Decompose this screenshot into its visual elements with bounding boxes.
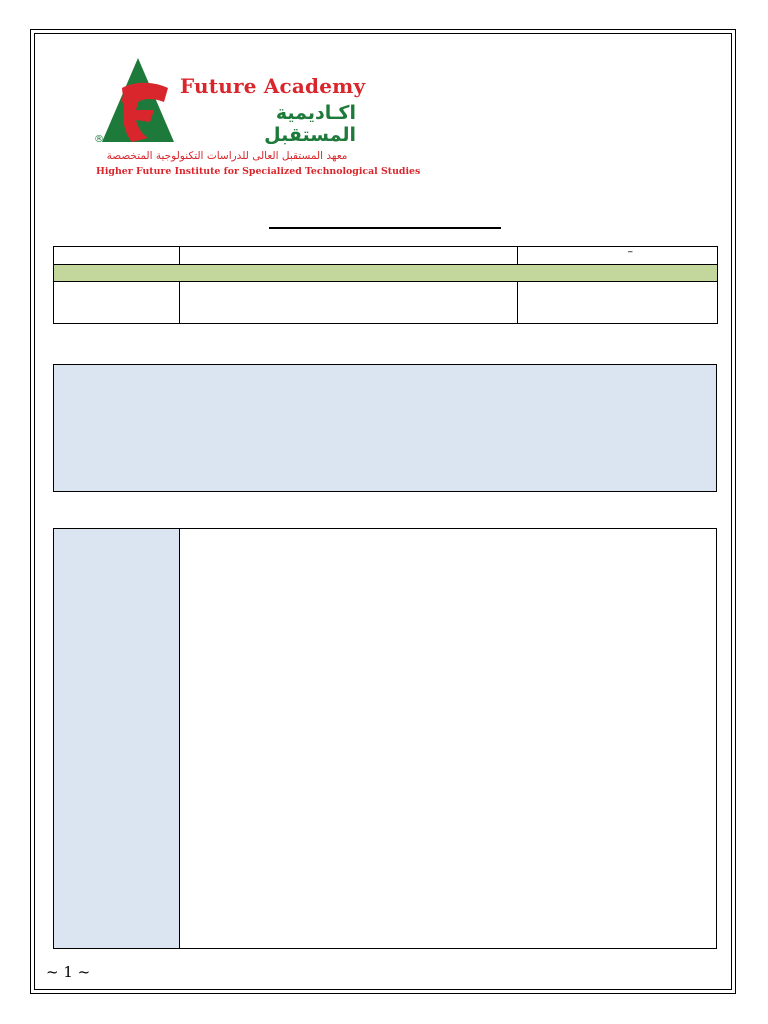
info-cell: – [518, 247, 718, 265]
logo-english-institute: Higher Future Institute for Specialized Technological Studies [96, 166, 421, 177]
title-underline [269, 227, 501, 229]
info-row-header [54, 247, 718, 265]
info-cell [180, 282, 518, 324]
content-table-body [180, 529, 716, 948]
logo-title: Future Academy [180, 74, 366, 98]
info-cell [518, 282, 718, 324]
info-cell-highlight [54, 265, 718, 282]
content-table [53, 528, 717, 949]
content-table-label-column [54, 529, 180, 948]
info-row-highlight [54, 265, 718, 282]
objectives-box [53, 364, 717, 492]
logo-arabic-name: اكـاديمية المستقبل [264, 102, 356, 146]
info-cell [54, 282, 180, 324]
info-cell [54, 247, 180, 265]
registered-mark: ® [94, 134, 104, 145]
page-number: ~ 1 ~ [46, 963, 91, 981]
logo-arabic-institute: معهد المستقبل العالى للدراسات التكنولوجية المتخصصة [106, 150, 348, 162]
info-row-values [54, 282, 718, 324]
info-table [53, 246, 718, 324]
info-cell [180, 247, 518, 265]
